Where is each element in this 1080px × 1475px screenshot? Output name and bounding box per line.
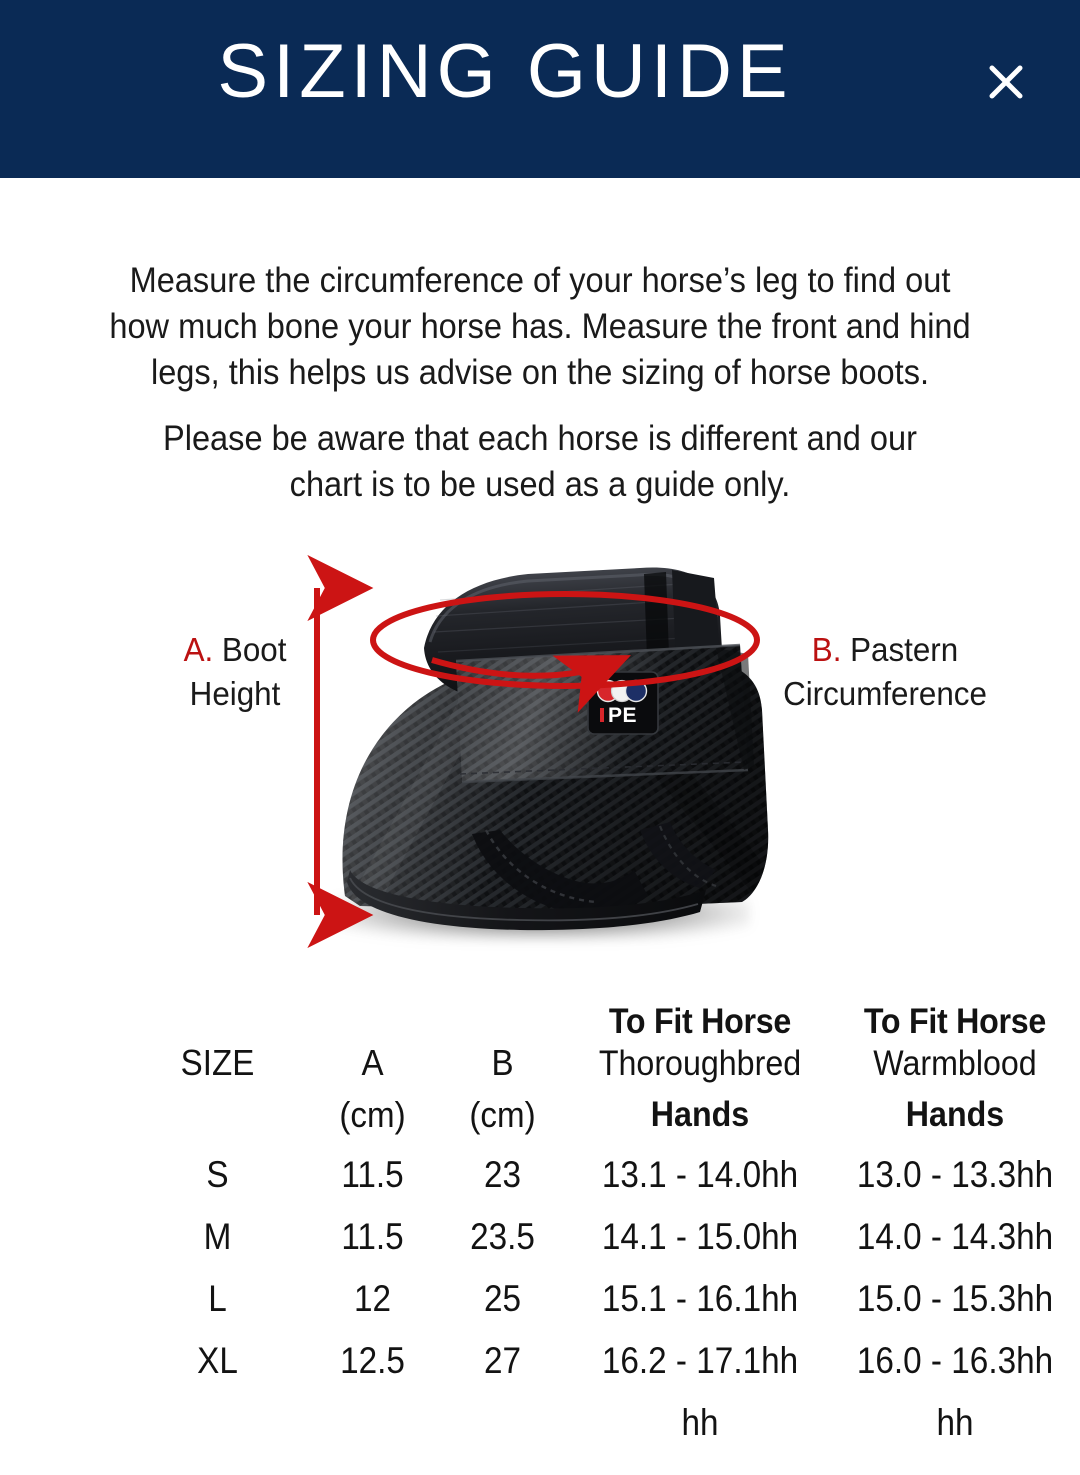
header-thoroughbred <box>580 985 819 1085</box>
intro-paragraph-2: Please be aware that each horse is different and our chart is to be used as a guide only. <box>163 419 917 504</box>
cell-warmblood: 15.0 - 15.3hh <box>856 1278 1054 1319</box>
table-header-row <box>0 985 1080 1085</box>
row-spacer <box>0 1392 125 1454</box>
page-title: SIZING GUIDE <box>217 29 793 114</box>
cell-b: 23.5 <box>470 1216 535 1257</box>
size-chart <box>0 985 1080 1454</box>
cell-warmblood: 16.0 - 16.3hh <box>856 1340 1054 1381</box>
cell-thoroughbred: 14.1 - 15.0hh <box>601 1216 799 1257</box>
units-warmblood-text: Hands <box>905 1095 1005 1134</box>
cell-thoroughbred: hh <box>681 1402 719 1443</box>
table-units-row <box>0 1085 1080 1144</box>
cell-a: 12 <box>353 1278 392 1319</box>
cell-thoroughbred: 15.1 - 16.1hh <box>601 1278 799 1319</box>
cell-b: 25 <box>483 1278 522 1319</box>
units-warmblood <box>840 1085 1070 1144</box>
units-b: (cm) <box>469 1094 536 1135</box>
cell-a: 12.5 <box>340 1340 405 1381</box>
cell-a <box>316 1392 429 1454</box>
table-row <box>0 1392 1080 1454</box>
cell-b: 23 <box>483 1154 522 1195</box>
units-a: (cm) <box>339 1094 406 1135</box>
label-a-line2: Height <box>189 675 281 712</box>
label-a-letter: A. <box>183 631 214 668</box>
row-spacer <box>0 1144 125 1206</box>
cell-size: L <box>208 1278 227 1319</box>
cell-size: M <box>203 1216 232 1257</box>
row-spacer <box>0 1330 125 1392</box>
cell-a: 11.5 <box>341 1154 404 1195</box>
header-warmblood-top: To Fit Horse <box>863 1002 1047 1041</box>
cell-b <box>442 1392 564 1454</box>
svg-text:PE: PE <box>608 704 638 727</box>
cell-a: 11.5 <box>341 1216 404 1257</box>
label-b-text: Pastern <box>841 631 959 668</box>
table-body <box>0 1144 1080 1454</box>
cell-warmblood: 13.0 - 13.3hh <box>856 1154 1054 1195</box>
units-thoroughbred <box>580 1085 819 1144</box>
close-icon[interactable] <box>972 48 1040 116</box>
cell-warmblood: 14.0 - 14.3hh <box>856 1216 1054 1257</box>
label-b-letter: B. <box>811 631 842 668</box>
intro-paragraph-1: Measure the circumference of your horse’s leg to find out how much bone your horse has. Measure the front and hind legs, this helps us advise on the sizing of horse boots. <box>109 261 971 392</box>
table-row <box>0 1206 1080 1268</box>
label-a-text: Boot <box>213 631 287 668</box>
cell-thoroughbred: 16.2 - 17.1hh <box>601 1340 799 1381</box>
row-spacer <box>0 1268 125 1330</box>
cell-size: S <box>206 1154 229 1195</box>
header-size: SIZE <box>180 1042 255 1083</box>
units-size <box>132 1085 302 1144</box>
units-thoroughbred-text: Hands <box>650 1095 750 1134</box>
modal-header <box>0 0 1080 178</box>
row-spacer <box>0 1206 125 1268</box>
header-spacer <box>0 985 125 1085</box>
cell-size: XL <box>197 1340 238 1381</box>
header-thoroughbred-sub: Thoroughbred <box>598 1044 802 1083</box>
header-warmblood <box>840 985 1070 1085</box>
table-row <box>0 1268 1080 1330</box>
units-spacer <box>0 1085 125 1144</box>
header-b: B <box>491 1042 514 1083</box>
cell-size <box>134 1392 301 1454</box>
size-chart-table <box>0 985 1080 1454</box>
cell-thoroughbred: 13.1 - 14.0hh <box>601 1154 799 1195</box>
header-a: A <box>361 1042 384 1083</box>
cell-warmblood: hh <box>936 1402 974 1443</box>
header-warmblood-sub: Warmblood <box>873 1044 1037 1083</box>
cell-b: 27 <box>483 1340 522 1381</box>
label-b-line2: Circumference <box>783 675 987 712</box>
header-thoroughbred-top: To Fit Horse <box>608 1002 792 1041</box>
table-row <box>0 1144 1080 1206</box>
bell-boot-illustration <box>0 530 1080 960</box>
measurement-diagram <box>0 530 1080 960</box>
table-row <box>0 1330 1080 1392</box>
